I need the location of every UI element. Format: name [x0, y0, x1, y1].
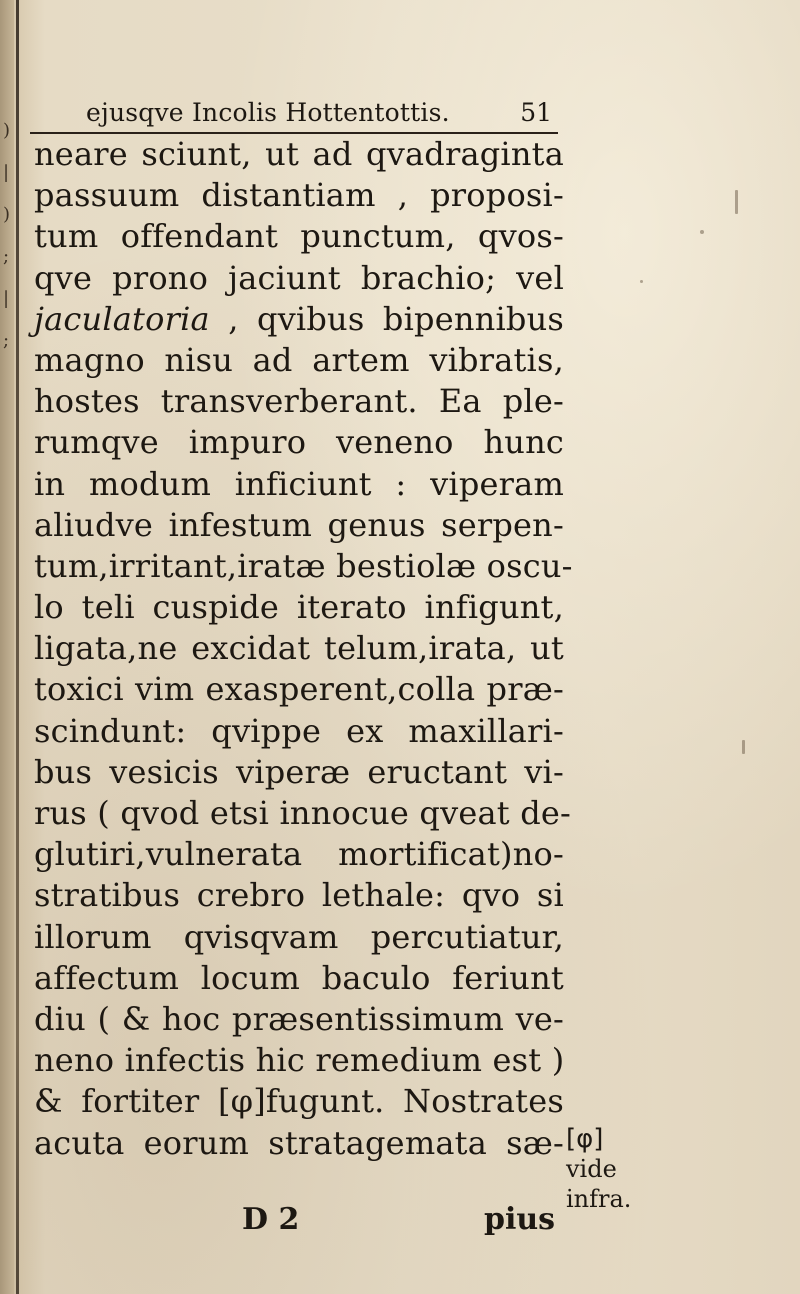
signature-mark: D 2	[242, 1202, 300, 1237]
body-text	[34, 134, 573, 1164]
text-line: toxici vim exasperent,colla præ-	[34, 670, 564, 709]
text-line: neare sciunt, ut ad qvadraginta	[34, 135, 564, 173]
text-line: affectum locum baculo feriunt	[34, 958, 564, 997]
running-title: ejusqve Incolis Hottentottis.	[86, 98, 450, 127]
text-line: stratibus crebro lethale: qvo si	[34, 876, 564, 915]
running-head	[30, 98, 558, 132]
text-line: scindunt: qvippe ex maxillari-	[34, 711, 564, 750]
margin-note-line: infra.	[566, 1185, 632, 1213]
page-number: 51	[520, 98, 552, 127]
margin-note	[566, 1124, 656, 1214]
text-line: & fortiter [φ]fugunt. Nostrates	[34, 1082, 564, 1121]
margin-note-mark: [φ]	[566, 1124, 604, 1154]
paper-speck	[742, 740, 745, 754]
binding-edge	[16, 0, 19, 1294]
text-line: ligata,ne excidat telum,irata, ut	[34, 629, 564, 668]
text-line: rumqve impuro veneno hunc	[34, 423, 564, 462]
text-line: in modum inficiunt : viperam	[34, 464, 564, 503]
text-line: hostes transverberant. Ea ple-	[34, 382, 564, 421]
text-line: passuum distantiam , proposi-	[34, 176, 564, 215]
text-line: diu ( & hoc præsentissimum ve-	[34, 999, 564, 1038]
text-line-italic: jaculatoria , qvibus bipennibus	[34, 299, 564, 338]
text-line: tum offendant punctum, qvos-	[34, 217, 564, 256]
text-line: glutiri,vulnerata mortificat)no-	[34, 835, 564, 874]
paper-speck	[700, 230, 704, 234]
text-line: tum,irritant,iratæ bestiolæ oscu-	[34, 546, 573, 585]
text-line: neno infectis hic remedium est )	[34, 1041, 565, 1080]
paper-speck	[735, 190, 738, 214]
margin-note-line: vide	[566, 1155, 617, 1183]
text-line: aliudve infestum genus serpen-	[34, 505, 564, 544]
text-line: acuta eorum stratagemata sæ-	[34, 1123, 564, 1162]
text-line: illorum qvisqvam percutiatur,	[34, 917, 564, 956]
text-line: qve prono jaciunt brachio; vel	[34, 258, 564, 297]
catchword: pius	[484, 1202, 556, 1237]
text-line: rus ( qvod etsi innocue qveat de-	[34, 794, 572, 832]
paper-speck	[640, 280, 643, 283]
gutter-show-through: ) | ) ; | ;	[3, 120, 11, 351]
text-line: magno nisu ad artem vibratis,	[34, 340, 564, 379]
text-line: lo teli cuspide iterato infigunt,	[34, 588, 564, 627]
italic-word: jaculatoria	[34, 299, 210, 338]
text-line: bus vesicis viperæ eructant vi-	[34, 752, 564, 791]
